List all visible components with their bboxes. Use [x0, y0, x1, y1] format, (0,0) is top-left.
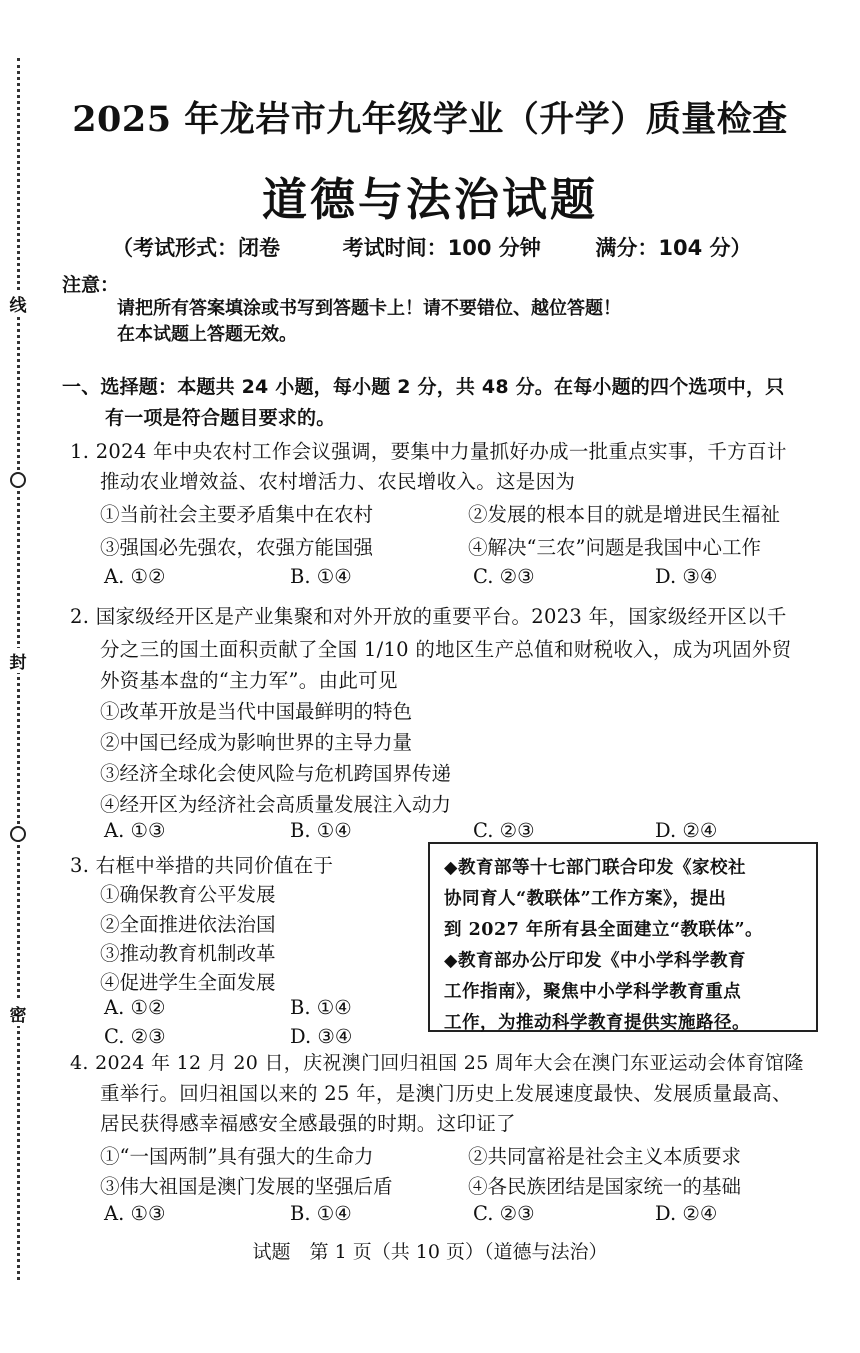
exam-form: （考试形式：闭卷 [112, 236, 280, 260]
notice-line-2: 在本试题上答题无效。 [117, 324, 297, 345]
q3-option-d: D. ③④ [290, 1025, 353, 1048]
binding-mark-mi: 密 [9, 1001, 27, 1026]
q3-option-a: A. ①② [104, 996, 166, 1019]
notice-line-1: 请把所有答案填涂或书写到答题卡上！请不要错位、越位答题！ [117, 298, 621, 319]
q3-option-c: C. ②③ [104, 1025, 166, 1048]
q3-stem: 3. 右框中举措的共同价值在于 [70, 854, 334, 877]
q1-statement-1: ①当前社会主要矛盾集中在农村 [100, 503, 374, 526]
q2-stem-line-3: 外资基本盘的“主力军”。由此可见 [100, 669, 398, 692]
q1-statement-4: ④解决“三农”问题是我国中心工作 [468, 536, 761, 559]
binding-mark-xian: 线 [9, 291, 27, 316]
q2-statement-3: ③经济全球化会使风险与危机跨国界传递 [100, 762, 452, 785]
exam-time: 考试时间：100 分钟 [342, 236, 541, 260]
binding-mark-feng: 封 [9, 648, 27, 673]
q2-option-a: A. ①③ [104, 819, 166, 842]
q3-statement-3: ③推动教育机制改革 [100, 942, 276, 965]
q3-statement-4: ④促进学生全面发展 [100, 971, 276, 994]
q3-statement-2: ②全面推进依法治国 [100, 913, 276, 936]
q1-option-c: C. ②③ [473, 565, 535, 588]
q3-statement-1: ①确保教育公平发展 [100, 883, 276, 906]
box-line: ◆教育部等十七部门联合印发《家校社 [444, 858, 746, 878]
q1-stem-line-1: 1. 2024 年中央农村工作会议强调，要集中力量抓好办成一批重点实事，千方百计 [70, 440, 787, 463]
q4-option-b: B. ①④ [290, 1202, 352, 1225]
q3-option-b: B. ①④ [290, 996, 352, 1019]
q4-statement-3: ③伟大祖国是澳门发展的坚强后盾 [100, 1175, 393, 1198]
q4-option-c: C. ②③ [473, 1202, 535, 1225]
q2-statement-1: ①改革开放是当代中国最鲜明的特色 [100, 700, 413, 723]
box-line: ◆教育部办公厅印发《中小学科学教育 [444, 951, 746, 971]
page-footer: 试题 第 1 页（共 10 页）（道德与法治） [252, 1241, 608, 1263]
q1-statement-3: ③强国必先强农，农强方能国强 [100, 536, 374, 559]
q2-stem-line-1: 2. 国家级经开区是产业集聚和对外开放的重要平台。2023 年，国家级经开区以千 [70, 605, 787, 628]
binding-hole-circle [10, 472, 26, 488]
exam-title: 2025 年龙岩市九年级学业（升学）质量检查 [72, 99, 788, 140]
full-score: 满分：104 分） [595, 236, 752, 260]
q2-statement-2: ②中国已经成为影响世界的主导力量 [100, 731, 413, 754]
q1-stem-line-2: 推动农业增效益、农村增活力、农民增收入。这是因为 [100, 470, 576, 493]
q1-option-b: B. ①④ [290, 565, 352, 588]
subject-title: 道德与法治试题 [261, 173, 598, 226]
q4-stem-line-3: 居民获得感幸福感安全感最强的时期。这印证了 [100, 1112, 516, 1135]
box-line: 协同育人“教联体”工作方案》，提出 [444, 889, 727, 909]
section-heading-cont: 有一项是符合题目要求的。 [105, 407, 336, 429]
notice-label: 注意： [62, 274, 120, 296]
q2-option-d: D. ②④ [655, 819, 718, 842]
q4-statement-1: ①“一国两制”具有强大的生命力 [100, 1145, 374, 1168]
exam-info [112, 232, 752, 262]
q2-stem-line-2: 分之三的国土面积贡献了全国 1/10 的地区生产总值和财税收入，成为巩固外贸 [100, 638, 792, 661]
box-line: 工作指南》，聚焦中小学科学教育重点 [444, 982, 742, 1002]
q2-statement-4: ④经开区为经济社会高质量发展注入动力 [100, 793, 452, 816]
q1-statement-2: ②发展的根本目的就是增进民生福祉 [468, 503, 781, 526]
q2-option-b: B. ①④ [290, 819, 352, 842]
section-heading: 一、选择题：本题共 24 小题，每小题 2 分，共 48 分。在每小题的四个选项中，只 [62, 376, 785, 398]
q4-stem-line-1: 4. 2024 年 12 月 20 日，庆祝澳门回归祖国 25 周年大会在澳门东亚运动会体育馆隆 [70, 1052, 804, 1074]
q4-stem-line-2: 重举行。回归祖国以来的 25 年，是澳门历史上发展速度最快、发展质量最高、 [100, 1082, 792, 1105]
binding-hole-circle [10, 826, 26, 842]
q4-statement-4: ④各民族团结是国家统一的基础 [468, 1175, 742, 1198]
q4-option-a: A. ①③ [104, 1202, 166, 1225]
q1-option-d: D. ③④ [655, 565, 718, 588]
box-line: 工作，为推动科学教育提供实施路径。 [444, 1013, 750, 1033]
q4-option-d: D. ②④ [655, 1202, 718, 1225]
q4-statement-2: ②共同富裕是社会主义本质要求 [468, 1145, 742, 1168]
q3-info-box [428, 842, 818, 1032]
box-line: 到 2027 年所有县全面建立“教联体”。 [444, 920, 764, 940]
q1-option-a: A. ①② [104, 565, 166, 588]
q2-option-c: C. ②③ [473, 819, 535, 842]
